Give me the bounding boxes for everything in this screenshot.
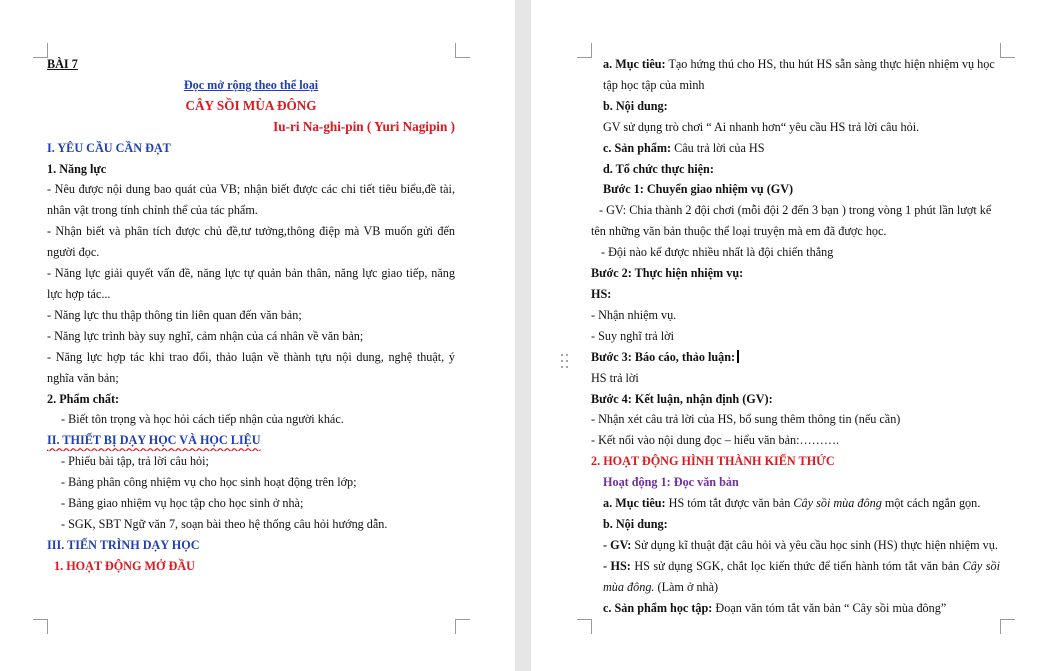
text: Sử dụng kĩ thuật đặt câu hỏi và yêu cầu học sinh (HS) thực hiện nhiệm vụ. [631,537,998,552]
paragraph-line: nghĩa văn bản; [47,370,119,385]
step-heading: Bước 4: Kết luận, nhận định (GV): [591,391,773,406]
label: d. Tổ chức thực hiện: [603,161,714,176]
paragraph-line: người đọc. [47,245,100,260]
document-page-right [531,0,1047,671]
paragraph-line: tập học tập của mình [603,77,705,92]
spellcheck-underlined-text: II. THIẾT BỊ DẠY HỌC VÀ HỌC LIỆU [47,433,261,448]
paragraph-line [591,347,1000,368]
paragraph-line [591,54,1000,75]
list-item: - SGK, SBT Ngữ văn 7, soạn bài theo hệ thống câu hỏi hướng dẫn. [61,516,388,531]
paragraph-line [591,535,1000,556]
paragraph-line: - Đội nào kể được nhiều nhất là đội chiến thắng [601,245,834,260]
page-text-left[interactable] [47,54,455,577]
text-title-italic: Cây sồi [962,558,1000,573]
section-heading: III. TIẾN TRÌNH DẠY HỌC [47,537,200,552]
label: - GV: [603,537,632,552]
step-heading: Bước 2: Thực hiện nhiệm vụ: [591,266,744,281]
paragraph-line [591,577,1000,598]
section-heading [47,430,455,451]
corner-mark [455,619,470,634]
text-title-italic: mùa đông. [603,579,655,594]
text-cursor [737,350,739,363]
activity-heading: 2. HOẠT ĐỘNG HÌNH THÀNH KIẾN THỨC [591,454,835,469]
text-title: CÂY SỒI MÙA ĐÔNG [185,97,317,113]
reading-genre-subtitle: Đọc mở rộng theo thể loại [183,77,319,92]
label: c. Sản phẩm: [603,140,672,155]
activity-heading: 1. HOẠT ĐỘNG MỞ ĐẦU [54,558,195,573]
list-item: - Suy nghĩ trả lời [591,328,674,343]
subsection-heading: 2. Phẩm chất: [47,391,120,406]
list-item: - Nhận xét câu trả lời của HS, bổ sung thêm thông tin (nếu cần) [591,412,901,427]
text: (Làm ở nhà) [654,579,719,594]
label: HS: [591,286,612,301]
paragraph-line: HS trả lời [591,370,639,385]
paragraph-line: lực hợp tác... [47,286,111,301]
paragraph-line [591,556,1000,577]
subsection-heading: 1. Năng lực [47,161,107,176]
paragraph-line: - Năng lực hợp tác khi trao đổi, thảo luận về thành tựu nội dung, nghệ thuật, ý [47,349,455,364]
paragraph-line: - Năng lực trình bày suy nghĩ, cảm nhận của cá nhân về văn bản; [47,328,364,343]
step-heading: Bước 1: Chuyển giao nhiệm vụ (GV) [603,182,794,197]
text: Câu trả lời của HS [671,140,765,155]
text: một cách ngắn gọn. [881,496,981,511]
paragraph-line: - Nhận biết và phân tích được chủ đề,tư tưởng,thông điệp mà VB muốn gửi đến [47,224,455,239]
paragraph-line: - Biết tôn trọng và học hỏi cách tiếp nhận của người khác. [61,412,344,427]
text: Tạo hứng thú cho HS, thu hút HS sẵn sàng thực hiện nhiệm vụ học [665,57,995,71]
list-item: - Phiếu bài tập, trả lời câu hỏi; [61,454,209,469]
paragraph-line [591,493,1000,514]
paragraph-line [591,598,1000,619]
activity-subheading: Hoạt động 1: Đọc văn bản [603,475,739,490]
page-text-right[interactable] [591,54,1000,618]
paragraph-line: tên những văn bản thuộc thể loại truyện mà em đã được học. [591,224,887,239]
corner-mark [33,619,48,634]
corner-mark [577,43,592,58]
list-item: - Bảng phân công nhiệm vụ cho học sinh hoạt động trên lớp; [61,475,357,490]
label: a. Mục tiêu: [603,496,666,511]
section-heading: I. YÊU CẦU CẦN ĐẠT [47,140,171,155]
paragraph-line: - Năng lực thu thập thông tin liên quan đến văn bản; [47,307,302,322]
drag-handle-icon[interactable] [559,351,569,367]
list-item: - Kết nối vào nội dung đọc – hiểu văn bản:………. [591,433,840,448]
step-heading: Bước 3: Báo cáo, thảo luận: [591,349,736,364]
text-title-italic: Cây sồi mùa đông [793,496,882,511]
paragraph-line: nhân vật trong tính chỉnh thể của tác phẩm. [47,203,258,218]
label: c. Sản phẩm học tập: [603,600,713,615]
list-item: - Bảng giao nhiệm vụ học tập cho học sinh ở nhà; [61,496,304,511]
label: b. Nội dung: [603,516,668,531]
list-item: - Nhận nhiệm vụ. [591,307,677,322]
text: HS sử dụng SGK, chắt lọc kiến thức để tiến hành tóm tắt văn bản [630,558,963,573]
lesson-number: BÀI 7 [47,57,78,71]
corner-mark [1000,619,1015,634]
paragraph-line: - GV: Chia thành 2 đội chơi (mỗi đội 2 đến 3 bạn ) trong vòng 1 phút lần lượt kể [599,203,992,218]
corner-mark [1000,43,1015,58]
paragraph-line [591,138,1000,159]
label: - HS: [603,558,631,573]
label: a. Mục tiêu: [603,57,666,71]
label: b. Nội dung: [603,98,668,113]
author-name: Iu-ri Na-ghi-pin ( Yuri Nagipin ) [273,118,455,134]
corner-mark [33,43,48,58]
corner-mark [455,43,470,58]
text: HS tóm tắt được văn bản [665,496,794,511]
paragraph-line: - Năng lực giải quyết vấn đề, năng lực tự quản bản thân, năng lực giao tiếp, năng [47,266,455,281]
corner-mark [577,619,592,634]
text: Đoạn văn tóm tắt văn bản “ Cây sồi mùa đông” [712,600,947,615]
paragraph-line: GV sử dụng trò chơi “ Ai nhanh hơn“ yêu cầu HS trả lời câu hỏi. [603,119,920,134]
paragraph-line: - Nêu được nội dung bao quát của VB; nhận biết được các chi tiết tiêu biểu,đề tài, [47,182,455,197]
document-page-left [0,0,515,671]
